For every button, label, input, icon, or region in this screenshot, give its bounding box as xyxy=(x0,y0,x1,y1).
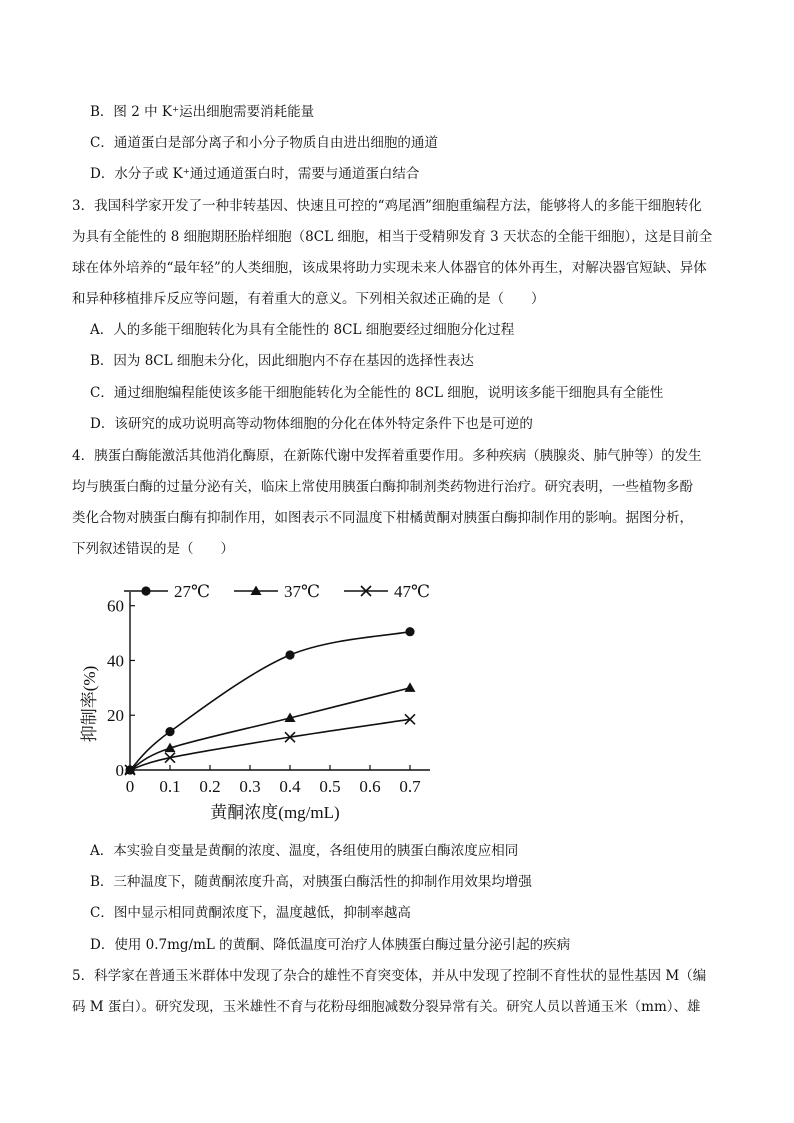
x-tick-label: 0 xyxy=(125,777,135,796)
q3-option-b: B．因为 8CL 细胞未分化，因此细胞内不存在基因的选择性表达 xyxy=(90,353,474,369)
q3-stem-line: 球在体外培养的“最年轻”的人类细胞，该成果将助力实现未来人体器官的体外再生，对解决器官短缺、异体 xyxy=(72,260,707,276)
q3-option-c: C．通过细胞编程能使该多能干细胞能转化为全能性的 8CL 细胞，说明该多能干细胞具有全能性 xyxy=(90,385,664,401)
q4-option-a: A．本实验自变量是黄酮的浓度、温度，各组使用的胰蛋白酶浓度应相同 xyxy=(90,843,519,859)
x-tick-label: 0.3 xyxy=(239,777,261,796)
chart-plot-area xyxy=(125,627,416,775)
y-tick-label: 20 xyxy=(107,706,124,726)
data-point xyxy=(285,650,294,659)
q4-option-c: C．图中显示相同黄酮浓度下，温度越低，抑制率越高 xyxy=(90,905,411,921)
data-point xyxy=(405,682,416,692)
q3-option-a: A．人的多能干细胞转化为具有全能性的 8CL 细胞要经过细胞分化过程 xyxy=(90,322,515,338)
q2-option-b: B．图 2 中 K⁺运出细胞需要消耗能量 xyxy=(90,104,315,120)
q4-option-d: D．使用 0.7mg/mL 的黄酮、降低温度可治疗人体胰蛋白酶过量分泌引起的疾病 xyxy=(90,937,571,953)
q5-stem-line: 5．科学家在普通玉米群体中发现了杂合的雄性不育突变体，并从中发现了控制不育性状的显性基因 M（编 xyxy=(72,968,707,984)
legend-label: 47℃ xyxy=(394,582,431,601)
x-tick-label: 0.2 xyxy=(199,777,221,796)
legend-label: 37℃ xyxy=(284,582,321,601)
q4-stem-line: 4．胰蛋白酶能激活其他消化酶原，在新陈代谢中发挥着重要作用。多种疾病（胰腺炎、肺气肿等）的发生 xyxy=(72,448,702,464)
q2-option-d: D．水分子或 K⁺通过通道蛋白时，需要与通道蛋白结合 xyxy=(90,166,420,182)
q4-stem-line: 下列叙述错误的是（ ） xyxy=(72,541,234,557)
x-axis-label: 黄酮浓度(mg/mL) xyxy=(210,803,340,822)
y-tick-label: 60 xyxy=(107,596,124,616)
x-tick-label: 0.7 xyxy=(399,777,421,796)
y-tick-label: 0 xyxy=(115,761,124,780)
q4-stem-line: 类化合物对胰蛋白酶有抑制作用，如图表示不同温度下柑橘黄酮对胰蛋白酶抑制作用的影响。据图分析， xyxy=(72,510,693,526)
data-point xyxy=(405,627,414,636)
x-tick-label: 0.6 xyxy=(359,777,381,796)
x-tick-label: 0.5 xyxy=(319,777,341,796)
x-tick-label: 0.1 xyxy=(159,777,181,796)
data-point xyxy=(165,727,174,736)
y-tick-label: 40 xyxy=(107,651,124,671)
inhibition-rate-chart xyxy=(70,576,450,832)
q3-option-d: D．该研究的成功说明高等动物体细胞的分化在体外特定条件下也是可逆的 xyxy=(90,416,533,432)
q3-stem-line: 为具有全能性的 8 细胞期胚胎样细胞（8CL 细胞，相当于受精卵发育 3 天状态的全能干细胞），这是目前全 xyxy=(72,229,713,245)
q4-option-b: B．三种温度下，随黄酮浓度升高，对胰蛋白酶活性的抑制作用效果均增强 xyxy=(90,874,532,890)
q3-stem-line: 3．我国科学家开发了一种非转基因、快速且可控的“鸡尾酒”细胞重编程方法，能够将人的多能干细胞转化 xyxy=(72,198,702,214)
q5-stem-line: 码 M 蛋白）。研究发现，玉米雄性不育与花粉母细胞减数分裂异常有关。研究人员以普通玉米（mm）、雄 xyxy=(72,999,701,1015)
q2-option-c: C．通道蛋白是部分离子和小分子物质自由进出细胞的通道 xyxy=(90,135,438,151)
chart-axes xyxy=(107,592,430,796)
q4-stem-line: 均与胰蛋白酶的过量分泌有关，临床上常使用胰蛋白酶抑制剂类药物进行治疗。研究表明，一些植物多酚 xyxy=(72,479,693,495)
x-tick-label: 0.4 xyxy=(279,777,301,796)
legend-label: 27℃ xyxy=(174,582,211,601)
chart-legend xyxy=(124,582,430,601)
series-line xyxy=(130,719,410,770)
y-axis-label: 抑制率(%) xyxy=(80,665,99,743)
q3-stem-line: 和异种移植排斥反应等问题，有着重大的意义。下列相关叙述正确的是（ ） xyxy=(72,291,545,307)
legend-marker xyxy=(141,586,150,595)
